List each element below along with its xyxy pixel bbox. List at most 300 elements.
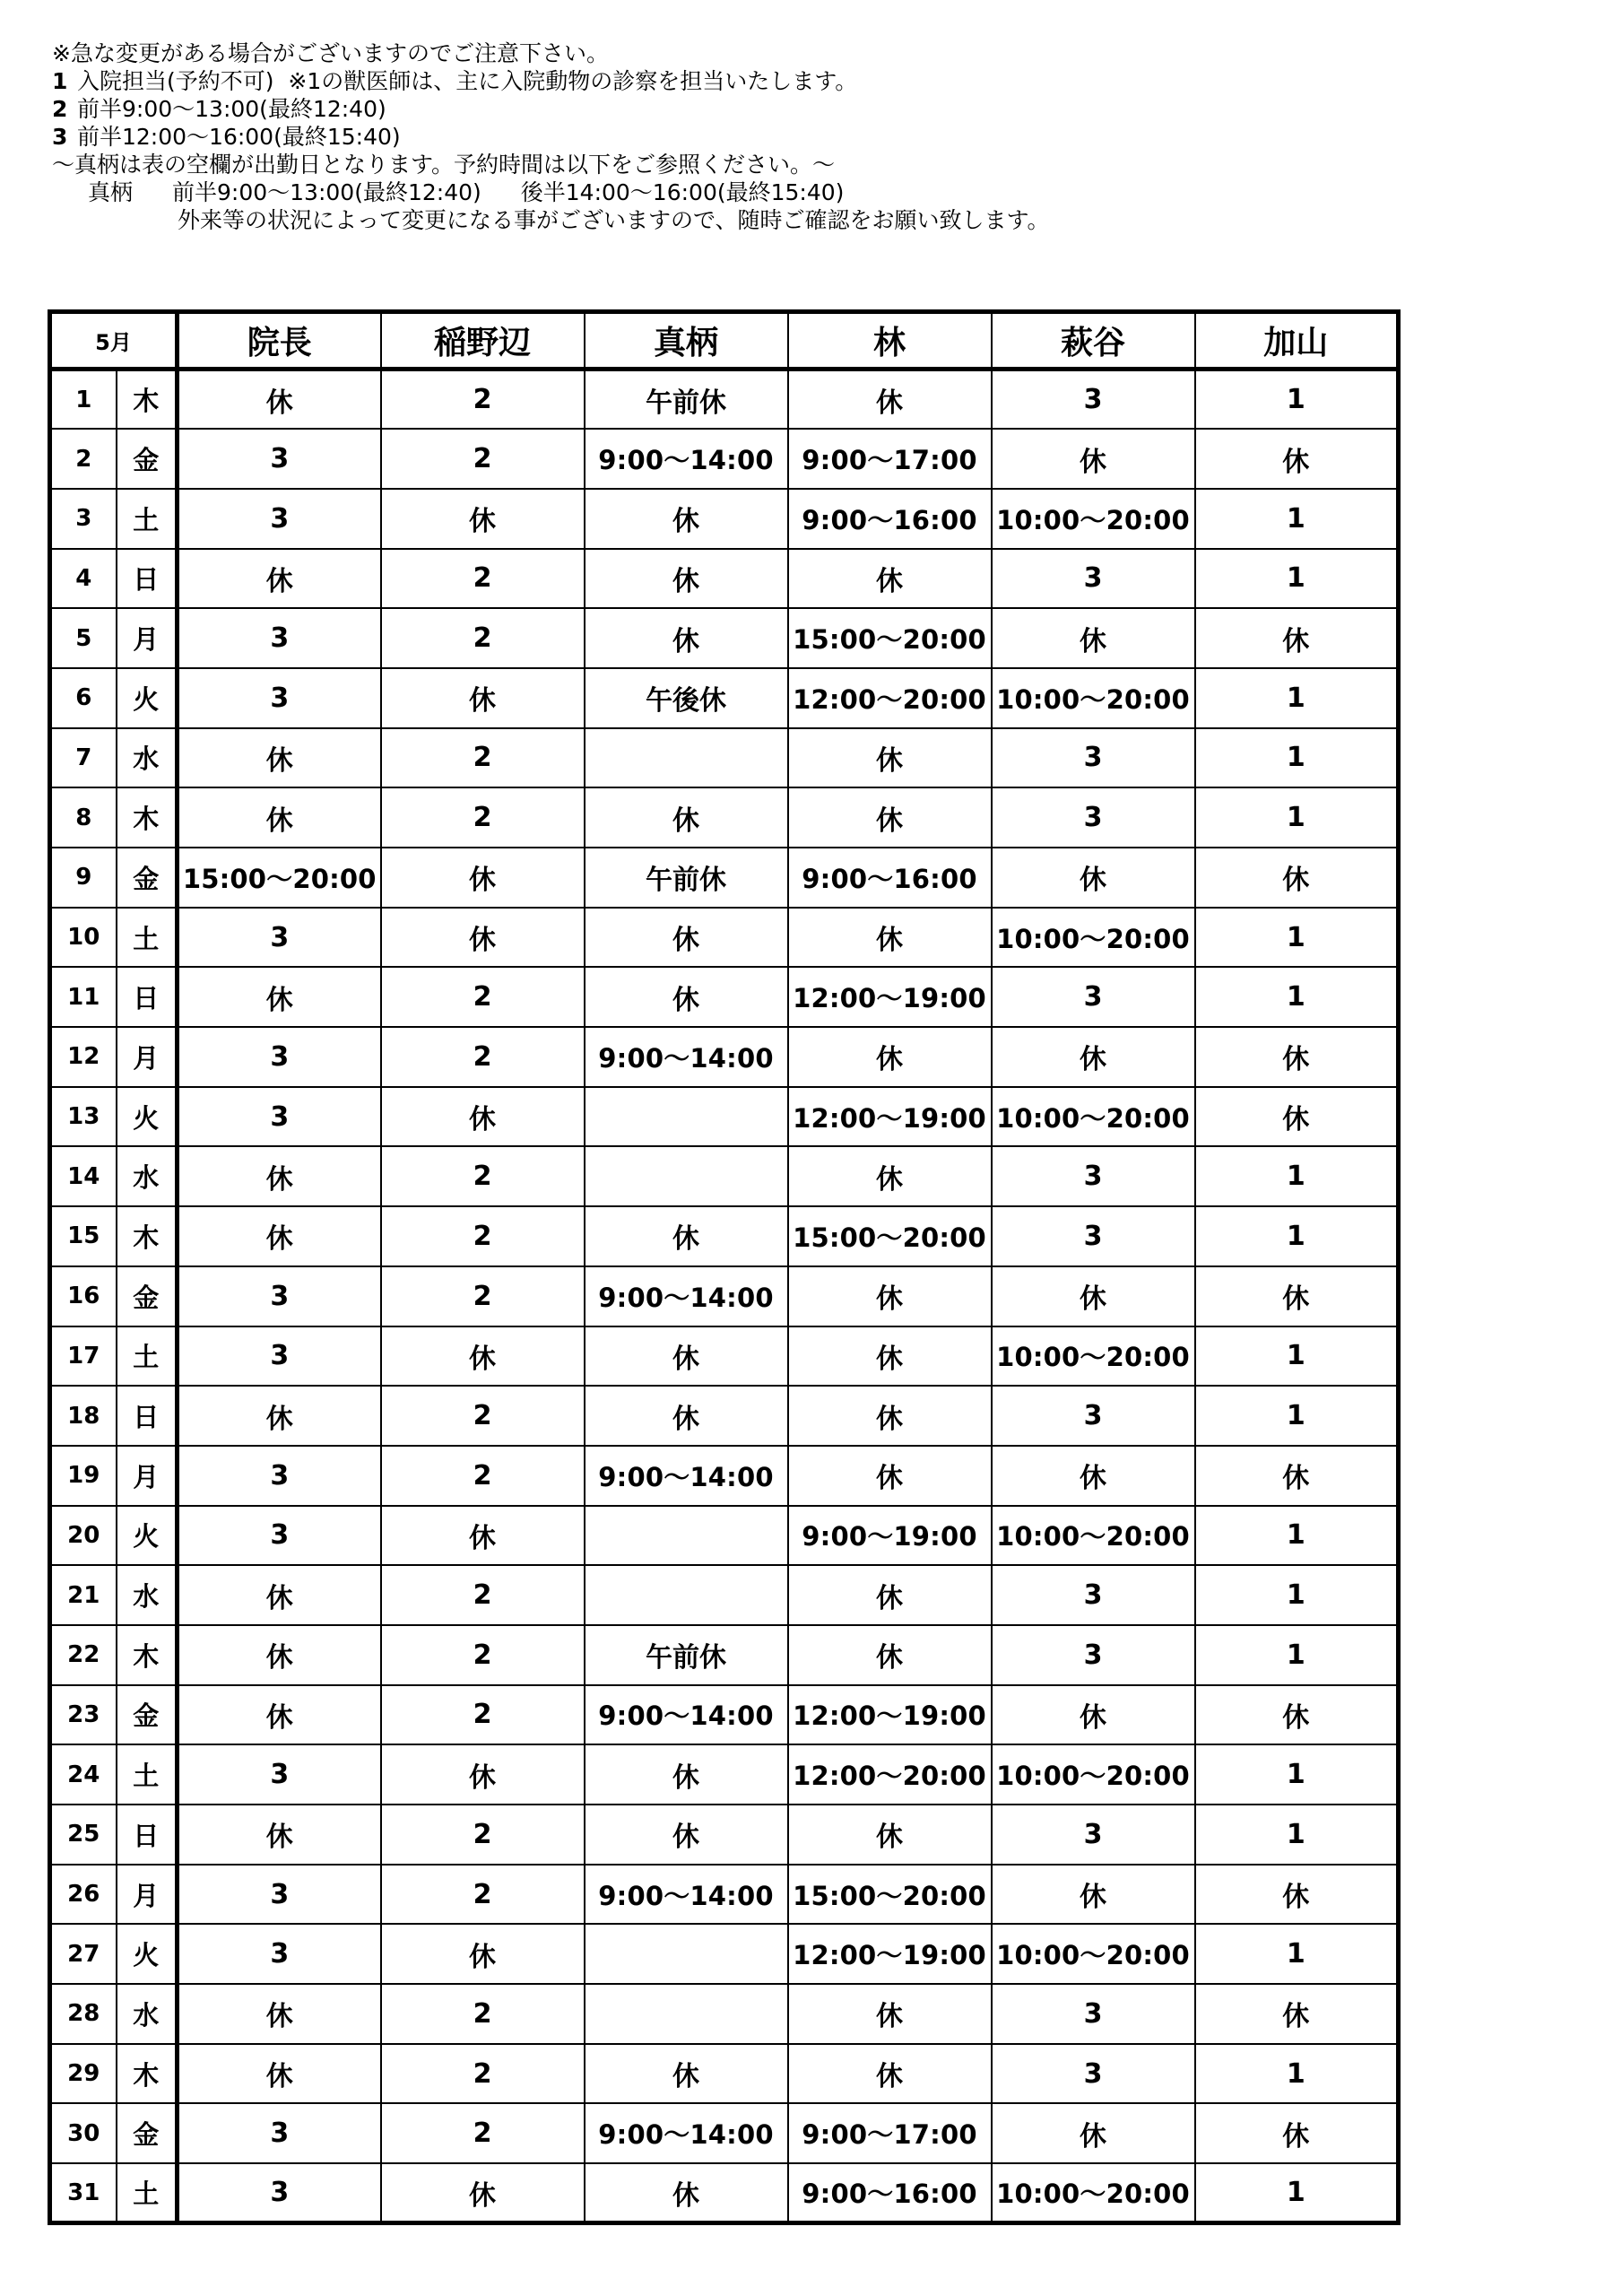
schedule-cell: 10:00～20:00 [992,1087,1195,1147]
doctor-header: 院長 [178,312,381,370]
day-number: 16 [50,1266,117,1326]
legend-2-text: 前半9:00～13:00(最終12:40) [77,96,386,122]
table-row [50,1446,1399,1506]
schedule-cell: 休 [1195,1446,1399,1506]
schedule-cell: 2 [381,429,585,489]
schedule-cell: 休 [585,489,788,549]
weekday: 金 [117,1685,178,1745]
table-row [50,429,1399,489]
schedule-cell: 1 [1195,787,1399,848]
schedule-cell: 2 [381,1446,585,1506]
schedule-cell: 休 [381,1087,585,1147]
table-row [50,967,1399,1027]
weekday: 水 [117,728,178,788]
schedule-cell: 3 [992,1386,1195,1446]
month-header: 5月 [50,312,178,370]
day-number: 25 [50,1805,117,1865]
schedule-cell: 休 [1195,2103,1399,2163]
schedule-cell: 休 [381,908,585,968]
change-notice: 外来等の状況によって変更になる事がございますので、随時ご確認をお願い致します。 [178,207,1050,233]
schedule-cell: 1 [1195,668,1399,728]
schedule-cell: 休 [788,728,992,788]
weekday: 土 [117,2163,178,2223]
schedule-table [48,309,1401,2225]
schedule-cell: 15:00～20:00 [788,1865,992,1925]
schedule-cell: 休 [1195,429,1399,489]
schedule-cell: 2 [381,1386,585,1446]
weekday: 木 [117,2044,178,2104]
day-number: 9 [50,848,117,908]
schedule-cell: 休 [178,1685,381,1745]
schedule-cell: 1 [1195,489,1399,549]
schedule-cell: 3 [992,1565,1195,1625]
schedule-cell: 2 [381,967,585,1027]
weekday: 月 [117,1446,178,1506]
magara-first-half: 前半9:00～13:00(最終12:40) [172,179,481,205]
schedule-cell: 休 [788,1805,992,1865]
schedule-cell: 3 [178,908,381,968]
schedule-cell: 3 [992,1805,1195,1865]
schedule-cell [585,728,788,788]
table-row [50,1266,1399,1326]
schedule-cell: 2 [381,1865,585,1925]
schedule-cell: 休 [381,1326,585,1387]
weekday: 土 [117,1744,178,1805]
schedule-cell: 休 [381,1744,585,1805]
schedule-cell: 休 [1195,1685,1399,1745]
schedule-cell: 休 [788,2044,992,2104]
schedule-cell: 休 [788,908,992,968]
day-number: 1 [50,370,117,430]
schedule-cell: 9:00～17:00 [788,2103,992,2163]
schedule-cell: 9:00～14:00 [585,1685,788,1745]
schedule-cell: 休 [585,1326,788,1387]
schedule-cell: 2 [381,1027,585,1087]
schedule-cell: 休 [178,1565,381,1625]
day-number: 12 [50,1027,117,1087]
schedule-cell: 休 [178,967,381,1027]
schedule-cell: 休 [788,1266,992,1326]
schedule-cell: 1 [1195,1386,1399,1446]
schedule-cell: 9:00～14:00 [585,2103,788,2163]
day-number: 11 [50,967,117,1027]
schedule-cell [585,1924,788,1984]
schedule-cell [585,1087,788,1147]
schedule-cell: 3 [992,967,1195,1027]
schedule-cell: 10:00～20:00 [992,489,1195,549]
schedule-cell: 12:00～20:00 [788,668,992,728]
notes-block [52,39,1050,234]
doctor-header: 真柄 [585,312,788,370]
schedule-cell: 休 [585,787,788,848]
table-row [50,1326,1399,1387]
schedule-cell: 休 [788,1625,992,1685]
schedule-cell: 休 [585,1386,788,1446]
schedule-cell: 休 [788,1146,992,1206]
schedule-cell: 休 [788,1326,992,1387]
weekday: 金 [117,429,178,489]
legend-2-number: 2 [52,96,68,122]
notice-text: ※急な変更がある場合がございますのでご注意下さい。 [52,40,609,66]
schedule-cell [585,1984,788,2044]
schedule-cell: 休 [178,370,381,430]
legend-2 [52,95,1050,123]
schedule-cell: 午前休 [585,370,788,430]
schedule-cell: 3 [992,1146,1195,1206]
day-number: 14 [50,1146,117,1206]
weekday: 月 [117,1865,178,1925]
day-number: 29 [50,2044,117,2104]
magara-hours [52,178,1050,206]
schedule-cell: 3 [178,1326,381,1387]
table-row [50,1744,1399,1805]
magara-second-half: 後半14:00～16:00(最終15:40) [520,179,845,205]
day-number: 26 [50,1865,117,1925]
schedule-cell: 15:00～20:00 [178,848,381,908]
schedule-cell: 休 [585,967,788,1027]
table-row [50,1146,1399,1206]
weekday: 日 [117,1386,178,1446]
table-row [50,489,1399,549]
schedule-cell: 1 [1195,1744,1399,1805]
schedule-cell: 休 [178,1206,381,1266]
schedule-cell: 休 [178,1984,381,2044]
schedule-cell: 休 [178,1805,381,1865]
schedule-cell: 休 [381,668,585,728]
schedule-cell: 休 [585,2044,788,2104]
schedule-cell: 3 [992,370,1195,430]
day-number: 22 [50,1625,117,1685]
weekday: 火 [117,1087,178,1147]
legend-3-number: 3 [52,124,68,150]
weekday: 金 [117,848,178,908]
schedule-cell: 休 [178,728,381,788]
schedule-cell: 12:00～19:00 [788,1087,992,1147]
schedule-cell: 休 [992,848,1195,908]
schedule-cell: 休 [585,1206,788,1266]
schedule-cell: 9:00～14:00 [585,1446,788,1506]
schedule-cell: 休 [1195,1266,1399,1326]
schedule-cell: 2 [381,1146,585,1206]
day-number: 27 [50,1924,117,1984]
table-header-row [50,312,1399,370]
weekday: 火 [117,1506,178,1566]
day-number: 23 [50,1685,117,1745]
schedule-cell: 午後休 [585,668,788,728]
table-row [50,2103,1399,2163]
schedule-cell: 休 [788,1386,992,1446]
table-row [50,370,1399,430]
table-row [50,608,1399,668]
schedule-cell: 休 [992,429,1195,489]
schedule-cell: 休 [381,1924,585,1984]
schedule-cell [585,1146,788,1206]
schedule-cell: 3 [992,1625,1195,1685]
schedule-cell: 休 [178,1146,381,1206]
schedule-cell: 休 [1195,1865,1399,1925]
schedule-cell: 10:00～20:00 [992,668,1195,728]
table-row [50,1805,1399,1865]
table-row [50,2163,1399,2223]
schedule-cell: 休 [992,1685,1195,1745]
magara-note: ～真柄は表の空欄が出勤日となります。予約時間は以下をご参照ください。～ [52,152,836,178]
schedule-cell: 1 [1195,1805,1399,1865]
legend-1 [52,67,1050,95]
day-number: 2 [50,429,117,489]
schedule-cell: 休 [178,549,381,609]
day-number: 13 [50,1087,117,1147]
schedule-cell: 10:00～20:00 [992,1744,1195,1805]
weekday: 日 [117,549,178,609]
schedule-cell: 10:00～20:00 [992,1924,1195,1984]
schedule-cell: 1 [1195,728,1399,788]
schedule-cell: 9:00～17:00 [788,429,992,489]
schedule-cell: 休 [992,1865,1195,1925]
schedule-cell: 1 [1195,2163,1399,2223]
weekday: 水 [117,1565,178,1625]
schedule-cell: 2 [381,1984,585,2044]
schedule-cell: 休 [585,2163,788,2223]
schedule-cell: 3 [178,608,381,668]
schedule-cell: 2 [381,1685,585,1745]
schedule-cell: 2 [381,1805,585,1865]
schedule-cell: 9:00～14:00 [585,1027,788,1087]
schedule-cell: 2 [381,728,585,788]
table-row [50,728,1399,788]
schedule-cell: 休 [992,1027,1195,1087]
schedule-cell: 1 [1195,1565,1399,1625]
schedule-cell: 2 [381,1625,585,1685]
day-number: 5 [50,608,117,668]
schedule-cell: 3 [992,2044,1195,2104]
doctor-header: 加山 [1195,312,1399,370]
weekday: 木 [117,787,178,848]
schedule-cell: 3 [178,1924,381,1984]
doctor-header: 稲野辺 [381,312,585,370]
weekday: 土 [117,908,178,968]
weekday: 木 [117,1625,178,1685]
schedule-cell: 休 [381,1506,585,1566]
schedule-cell: 3 [178,1027,381,1087]
schedule-cell: 休 [992,1266,1195,1326]
schedule-cell: 休 [178,1386,381,1446]
schedule-cell [585,1565,788,1625]
schedule-cell: 10:00～20:00 [992,908,1195,968]
schedule-cell: 休 [585,1805,788,1865]
legend-1-text: 入院担当(予約不可) ※1の獣医師は、主に入院動物の診察を担当いたします。 [77,68,858,94]
day-number: 20 [50,1506,117,1566]
doctor-header: 林 [788,312,992,370]
schedule-cell: 2 [381,549,585,609]
schedule-cell: 1 [1195,908,1399,968]
schedule-cell: 休 [992,2103,1195,2163]
weekday: 土 [117,1326,178,1387]
schedule-cell: 3 [992,1984,1195,2044]
schedule-cell: 12:00～19:00 [788,1685,992,1745]
day-number: 19 [50,1446,117,1506]
schedule-cell: 9:00～16:00 [788,2163,992,2223]
magara-name: 真柄 [88,179,134,205]
day-number: 7 [50,728,117,788]
schedule-cell: 午前休 [585,848,788,908]
doctor-header: 萩谷 [992,312,1195,370]
table-row [50,668,1399,728]
schedule-cell: 9:00～14:00 [585,429,788,489]
schedule-cell: 10:00～20:00 [992,1506,1195,1566]
schedule-cell: 9:00～14:00 [585,1865,788,1925]
schedule-cell: 3 [178,1266,381,1326]
schedule-cell: 3 [992,787,1195,848]
day-number: 10 [50,908,117,968]
weekday: 水 [117,1146,178,1206]
schedule-cell: 2 [381,2044,585,2104]
schedule-cell: 休 [1195,848,1399,908]
legend-1-number: 1 [52,68,68,94]
day-number: 28 [50,1984,117,2044]
day-number: 24 [50,1744,117,1805]
schedule-cell: 9:00～19:00 [788,1506,992,1566]
table-row [50,908,1399,968]
schedule-cell: 3 [992,549,1195,609]
table-row [50,848,1399,908]
schedule-cell: 休 [788,1565,992,1625]
legend-3 [52,123,1050,151]
weekday: 金 [117,2103,178,2163]
schedule-cell: 休 [788,787,992,848]
legend-3-text: 前半12:00～16:00(最終15:40) [77,124,401,150]
schedule-cell: 3 [178,1744,381,1805]
weekday: 木 [117,1206,178,1266]
schedule-cell: 休 [1195,1087,1399,1147]
schedule-cell: 12:00～19:00 [788,967,992,1027]
schedule-cell: 3 [178,1506,381,1566]
schedule-cell: 午前休 [585,1625,788,1685]
schedule-cell: 3 [178,1087,381,1147]
schedule-cell: 休 [788,549,992,609]
table-row [50,1924,1399,1984]
day-number: 8 [50,787,117,848]
schedule-cell: 休 [381,2163,585,2223]
schedule-cell: 2 [381,1206,585,1266]
schedule-cell: 1 [1195,549,1399,609]
schedule-cell: 休 [788,370,992,430]
schedule-cell: 2 [381,1266,585,1326]
schedule-cell: 3 [178,1865,381,1925]
table-row [50,1386,1399,1446]
schedule-cell: 3 [992,1206,1195,1266]
schedule-cell: 休 [992,608,1195,668]
day-number: 31 [50,2163,117,2223]
day-number: 4 [50,549,117,609]
schedule-cell: 3 [178,1446,381,1506]
schedule-cell: 3 [178,2103,381,2163]
schedule-cell: 9:00～14:00 [585,1266,788,1326]
table-row [50,1565,1399,1625]
schedule-cell: 休 [178,787,381,848]
table-row [50,1506,1399,1566]
day-number: 21 [50,1565,117,1625]
table-row [50,787,1399,848]
schedule-cell: 2 [381,787,585,848]
schedule-cell: 2 [381,608,585,668]
schedule-cell: 1 [1195,967,1399,1027]
schedule-cell: 3 [178,489,381,549]
weekday: 日 [117,1805,178,1865]
schedule-cell: 休 [788,1446,992,1506]
weekday: 火 [117,668,178,728]
table-row [50,1206,1399,1266]
schedule-cell: 1 [1195,1146,1399,1206]
schedule-cell: 2 [381,370,585,430]
schedule-cell: 1 [1195,2044,1399,2104]
schedule-cell: 休 [585,1744,788,1805]
weekday: 水 [117,1984,178,2044]
table-row [50,1027,1399,1087]
schedule-cell: 2 [381,2103,585,2163]
schedule-cell: 3 [178,429,381,489]
day-number: 3 [50,489,117,549]
schedule-cell: 休 [1195,1027,1399,1087]
schedule-cell: 9:00～16:00 [788,848,992,908]
schedule-cell: 15:00～20:00 [788,608,992,668]
schedule-cell: 1 [1195,1506,1399,1566]
day-number: 15 [50,1206,117,1266]
weekday: 金 [117,1266,178,1326]
schedule-cell: 3 [992,728,1195,788]
weekday: 日 [117,967,178,1027]
table-row [50,549,1399,609]
weekday: 火 [117,1924,178,1984]
schedule-cell: 休 [178,2044,381,2104]
schedule-cell [585,1506,788,1566]
schedule-cell: 15:00～20:00 [788,1206,992,1266]
schedule-cell: 1 [1195,370,1399,430]
schedule-cell: 2 [381,1565,585,1625]
schedule-cell: 休 [585,549,788,609]
table-row [50,1625,1399,1685]
schedule-cell: 休 [992,1446,1195,1506]
schedule-cell: 休 [1195,1984,1399,2044]
schedule-cell: 1 [1195,1924,1399,1984]
schedule-cell: 1 [1195,1625,1399,1685]
schedule-cell: 1 [1195,1326,1399,1387]
schedule-cell: 休 [178,1625,381,1685]
table-row [50,2044,1399,2104]
weekday: 木 [117,370,178,430]
schedule-cell: 3 [178,668,381,728]
day-number: 18 [50,1386,117,1446]
table-row [50,1984,1399,2044]
table-row [50,1865,1399,1925]
day-number: 17 [50,1326,117,1387]
schedule-cell: 休 [381,848,585,908]
table-row [50,1087,1399,1147]
schedule-cell: 1 [1195,1206,1399,1266]
schedule-cell: 休 [788,1027,992,1087]
weekday: 土 [117,489,178,549]
schedule-cell: 休 [381,489,585,549]
schedule-cell: 12:00～19:00 [788,1924,992,1984]
day-number: 6 [50,668,117,728]
schedule-cell: 休 [788,1984,992,2044]
schedule-cell: 3 [178,2163,381,2223]
day-number: 30 [50,2103,117,2163]
weekday: 月 [117,608,178,668]
schedule-cell: 10:00～20:00 [992,2163,1195,2223]
schedule-cell: 9:00～16:00 [788,489,992,549]
schedule-cell: 休 [585,908,788,968]
weekday: 月 [117,1027,178,1087]
